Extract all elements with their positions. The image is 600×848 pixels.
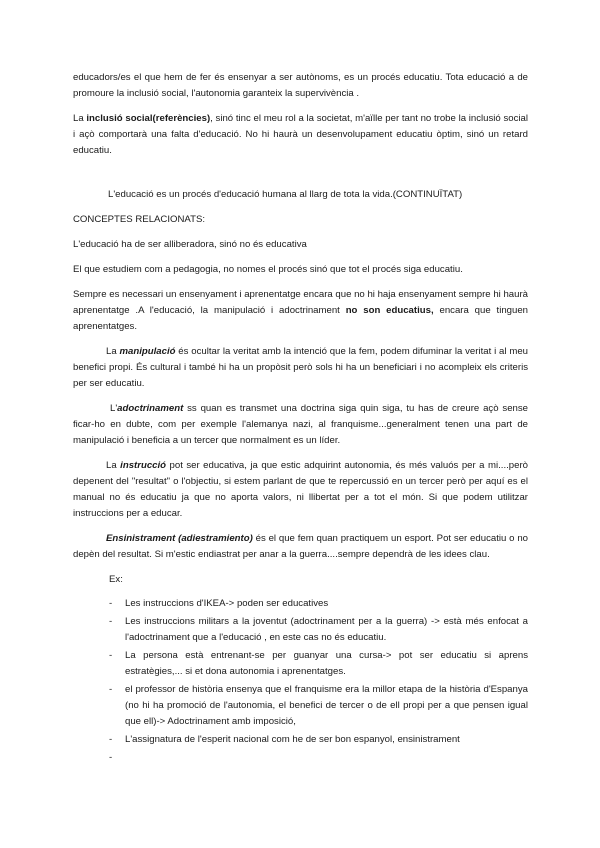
paragraph-training: [73, 531, 528, 563]
bullet-marker: -: [109, 598, 113, 609]
list-item-text: Les instruccions d'IKEA-> poden ser educatives: [125, 598, 329, 609]
list-item: [73, 732, 528, 748]
text-run: és ocultar la veritat amb la intenció que la fem, podem difuminar la veritat i al meu benefici propi. És cultural i també hi ha un propòsit però sols hi ha un beneficiari i no acompleix els criteris per ser educatiu.: [73, 346, 528, 389]
document-page: [73, 70, 528, 768]
list-item-text: [125, 752, 128, 763]
bullet-marker: -: [109, 616, 113, 627]
bullet-marker: -: [109, 752, 113, 763]
examples-list: [73, 596, 528, 766]
term-instruction: instrucció: [120, 460, 167, 471]
paragraph-continuity: L'educació es un procés d'educació humana al llarg de tota la vida.(CONTINUÏTAT): [108, 189, 463, 200]
bullet-marker: -: [109, 684, 113, 695]
term-manipulation: manipulació: [119, 346, 176, 357]
paragraph-manipulation: [73, 344, 528, 392]
list-item-text: La persona està entrenant-se per guanyar una cursa-> pot ser educatiu si aprens estratègies,... si et dona autonomia i aprenentatges.: [125, 650, 528, 677]
text-run: ss quan es transmet una doctrina siga quin siga, tu has de creure açò sense ficar-ho en dubte, com per exemple l'alemanya nazi, al franquisme...generalment tenen una part de manipulació i beneficia a un tercer que normalment es un líder.: [73, 403, 528, 446]
list-item: [73, 682, 528, 730]
term-indoctrination: adoctrinament: [117, 403, 184, 414]
paragraph-indoctrination: [73, 401, 528, 449]
bullet-marker: -: [109, 734, 113, 745]
text-run: La: [106, 346, 120, 357]
paragraph-pedagogy: El que estudiem com a pedagogia, no nomes el procés sinó que tot el procés siga educatiu.: [73, 264, 463, 275]
text-run: pot ser educativa, ja que estic adquirint autonomia, és més valuós per a mi....però depenent del "resultat" o l'objectiu, si estem parlant de que te repercussió en un tercer però per aquí es el manual no és educatiu ja que no aporta valors, ni llibertat per a tot el món. Si que podem utilitzar instruccions per a educar.: [73, 460, 528, 519]
list-item: [73, 750, 528, 766]
bullet-marker: -: [109, 650, 113, 661]
term-training: Ensinistrament (adiestramiento): [106, 533, 253, 544]
list-item: [73, 648, 528, 680]
list-item-text: L'assignatura de l'esperit nacional com he de ser bon espanyol, ensinistrament: [125, 734, 460, 745]
paragraph-autonomy: educadors/es el que hem de fer és ensenyar a ser autònoms, es un procés educatiu. Tota educació a de promoure la inclusió social, l'autonomia garanteix la supervivència .: [73, 72, 528, 99]
list-item-text: el professor de història ensenya que el franquisme era la millor etapa de la història d'Espanya (no hi ha promoció de l'autonomia, el benefici de tercer o de ell propi per a que pensen igual que ell)-> Adoctrinament amb imposició,: [125, 684, 528, 727]
text-run: L': [110, 403, 118, 414]
text-run: , sinó tinc el meu rol a la societat, m'aïlle per tant no trobe la inclusió social i açò comportarà una falta d'educació. No hi haurà un desenvolupament educatiu òptim, sinó un retard educatiu.: [73, 113, 528, 156]
bold-term-social-inclusion: inclusió social(referències): [86, 113, 211, 124]
text-run: La: [106, 460, 121, 471]
paragraph-social-inclusion: [73, 111, 528, 159]
text-run: Sempre es necessari un ensenyament i aprenentatge encara que no hi haja ensenyament sempre hi haurà aprenentatge .A l'educació, la manipulació i adoctrinament: [73, 289, 528, 316]
heading-related-concepts: CONCEPTES RELACIONATS:: [73, 214, 206, 225]
paragraph-liberating: L'educació ha de ser alliberadora, sinó no és educativa: [73, 239, 307, 250]
bold-term-not-educational: no son educatius,: [345, 305, 434, 316]
text-run: encara que tinguen aprenentatges.: [73, 305, 528, 332]
paragraph-teaching-learning: [73, 287, 528, 335]
list-item: [73, 596, 528, 612]
paragraph-instruction: [73, 458, 528, 522]
text-run: és el que fem quan practiquem un esport. Pot ser educatiu o no depèn del resultat. Si m'estic endiastrat per anar a la guerra....sempre dependrà de les idees clau.: [73, 533, 528, 560]
list-item-text: Les instruccions militars a la joventut (adoctrinament per a la guerra) -> està més enfocat a l'adoctrinament que a l'educació , en este cas no és educatiu.: [125, 616, 528, 643]
text-run: La: [73, 113, 87, 124]
examples-label: Ex:: [109, 574, 123, 585]
list-item: [73, 614, 528, 646]
